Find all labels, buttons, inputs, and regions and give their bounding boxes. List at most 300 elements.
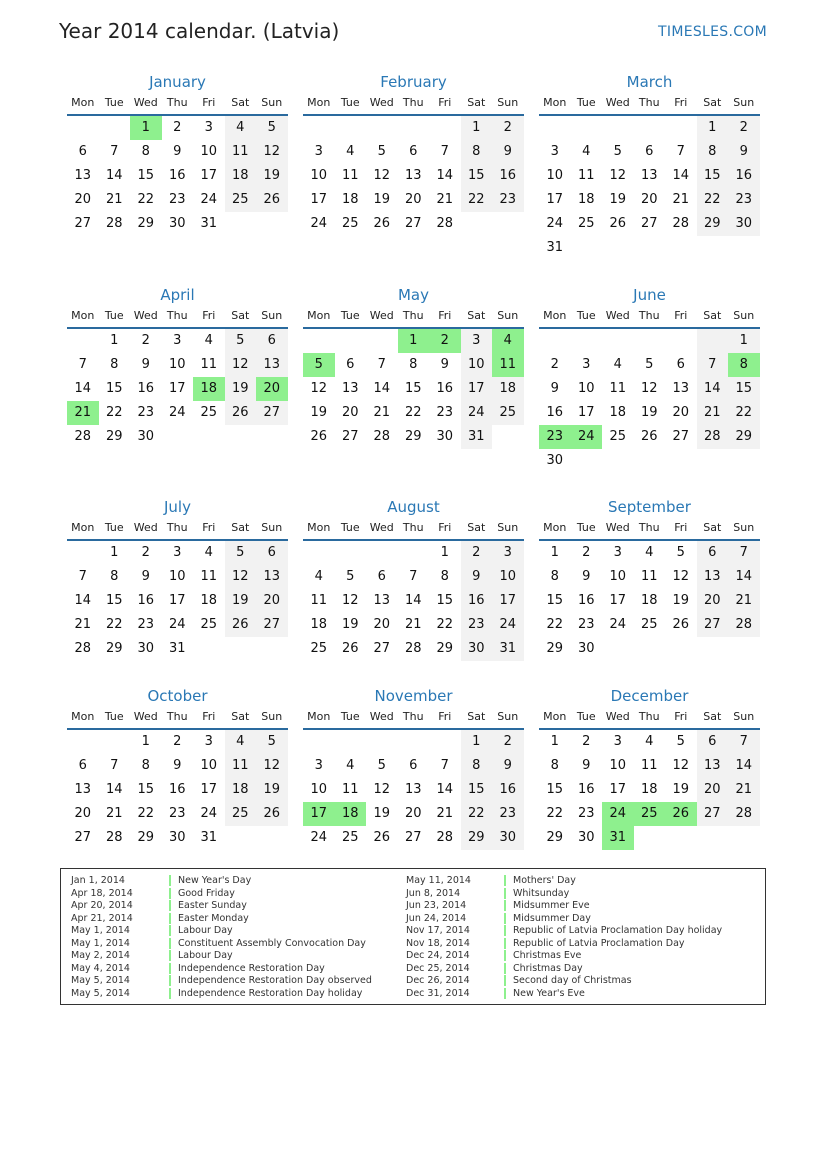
empty-cell bbox=[728, 236, 760, 260]
day-cell: 16 bbox=[577, 593, 595, 608]
day-cell: 22 bbox=[546, 806, 564, 821]
day-cell: 10 bbox=[577, 381, 595, 396]
holiday-date: Dec 31, 2014 bbox=[406, 987, 470, 999]
day-cell: 18 bbox=[640, 593, 658, 608]
legend-row bbox=[71, 913, 372, 926]
day-cell: 9 bbox=[173, 758, 182, 773]
day-cell: 14 bbox=[404, 593, 422, 608]
month-name: March bbox=[626, 73, 673, 91]
month-january bbox=[67, 72, 288, 236]
day-cell: 21 bbox=[74, 617, 92, 632]
weekday-label: Sun bbox=[733, 96, 755, 109]
weekday-label: Sat bbox=[703, 96, 722, 109]
empty-cell bbox=[162, 425, 194, 449]
day-cell: 7 bbox=[78, 569, 87, 584]
day-cell: 11 bbox=[225, 140, 257, 164]
day-cell: 25 bbox=[609, 429, 627, 444]
day-cell: 24 bbox=[461, 401, 493, 425]
weekday-header bbox=[67, 706, 288, 730]
holiday-marker bbox=[169, 900, 171, 911]
weekday-label: Sun bbox=[261, 710, 283, 723]
month-april bbox=[67, 285, 288, 449]
day-cell: 15 bbox=[546, 782, 564, 797]
day-cell: 19 bbox=[225, 377, 257, 401]
weekday-label: Sun bbox=[497, 309, 519, 322]
weekday-label: Sat bbox=[703, 521, 722, 534]
day-cell: 12 bbox=[225, 353, 257, 377]
weekday-header bbox=[67, 92, 288, 116]
day-cell: 29 bbox=[137, 216, 155, 231]
legend-row bbox=[406, 975, 722, 988]
day-cell: 3 bbox=[314, 758, 323, 773]
day-grid bbox=[303, 329, 524, 449]
day-cell: 22 bbox=[404, 405, 422, 420]
legend-row bbox=[406, 938, 722, 951]
day-cell: 20 bbox=[404, 192, 422, 207]
weekday-label: Mon bbox=[307, 710, 331, 723]
weekday-label: Thu bbox=[638, 96, 660, 109]
day-cell: 22 bbox=[546, 617, 564, 632]
day-cell: 20 bbox=[74, 192, 92, 207]
holiday-marker bbox=[169, 913, 171, 924]
day-cell: 1 bbox=[141, 734, 150, 749]
day-cell: 7 bbox=[697, 353, 729, 377]
day-cell: 31 bbox=[602, 826, 634, 850]
day-cell: 22 bbox=[105, 617, 123, 632]
holiday-name: Independence Restoration Day holiday bbox=[178, 987, 363, 999]
day-cell: 6 bbox=[78, 758, 87, 773]
page-title: Year 2014 calendar. (Latvia) bbox=[59, 19, 340, 43]
day-cell: 10 bbox=[461, 353, 493, 377]
day-cell: 23 bbox=[168, 192, 186, 207]
day-cell: 27 bbox=[697, 802, 729, 826]
empty-cell bbox=[67, 329, 99, 353]
day-cell: 7 bbox=[728, 541, 760, 565]
day-cell: 8 bbox=[461, 140, 493, 164]
day-cell: 2 bbox=[141, 333, 150, 348]
empty-cell bbox=[602, 329, 634, 353]
day-cell: 31 bbox=[492, 637, 524, 661]
day-cell: 23 bbox=[728, 188, 760, 212]
holiday-date: Jun 24, 2014 bbox=[406, 912, 467, 924]
day-cell: 17 bbox=[200, 782, 218, 797]
day-cell: 3 bbox=[173, 333, 182, 348]
weekday-header bbox=[539, 92, 760, 116]
weekday-label: Sun bbox=[497, 96, 519, 109]
day-cell: 7 bbox=[110, 144, 119, 159]
day-cell: 18 bbox=[609, 405, 627, 420]
day-cell: 13 bbox=[697, 565, 729, 589]
day-cell: 7 bbox=[110, 758, 119, 773]
day-cell: 25 bbox=[341, 216, 359, 231]
day-cell: 9 bbox=[550, 381, 559, 396]
day-cell: 29 bbox=[105, 429, 123, 444]
day-cell: 15 bbox=[404, 381, 422, 396]
holiday-marker bbox=[169, 875, 171, 886]
day-cell: 16 bbox=[492, 778, 524, 802]
empty-cell bbox=[634, 637, 666, 661]
day-cell: 9 bbox=[728, 140, 760, 164]
day-cell: 31 bbox=[200, 830, 218, 845]
month-name: November bbox=[374, 687, 453, 705]
day-cell: 29 bbox=[404, 429, 422, 444]
day-cell: 21 bbox=[404, 617, 422, 632]
day-cell: 27 bbox=[404, 216, 422, 231]
holiday-marker bbox=[504, 913, 506, 924]
legend-row bbox=[406, 888, 722, 901]
weekday-header bbox=[303, 92, 524, 116]
empty-cell bbox=[303, 329, 335, 353]
weekday-label: Sun bbox=[261, 521, 283, 534]
holiday-marker bbox=[169, 963, 171, 974]
weekday-label: Tue bbox=[104, 309, 124, 322]
day-cell: 17 bbox=[546, 192, 564, 207]
holiday-marker bbox=[169, 975, 171, 986]
day-cell: 17 bbox=[303, 802, 335, 826]
holiday-date: Jun 8, 2014 bbox=[406, 887, 461, 899]
weekday-label: Fri bbox=[202, 96, 216, 109]
day-cell: 30 bbox=[137, 641, 155, 656]
day-cell: 30 bbox=[168, 216, 186, 231]
empty-cell bbox=[398, 730, 430, 754]
day-cell: 26 bbox=[640, 429, 658, 444]
day-grid bbox=[303, 730, 524, 850]
day-cell: 18 bbox=[335, 802, 367, 826]
day-cell: 13 bbox=[74, 168, 92, 183]
month-name: August bbox=[387, 498, 440, 516]
empty-cell bbox=[571, 329, 603, 353]
day-cell: 23 bbox=[137, 405, 155, 420]
weekday-label: Wed bbox=[133, 96, 158, 109]
day-cell: 18 bbox=[640, 782, 658, 797]
day-cell: 30 bbox=[577, 830, 595, 845]
day-cell: 12 bbox=[373, 782, 391, 797]
day-cell: 29 bbox=[546, 641, 564, 656]
holiday-name: Midsummer Day bbox=[513, 912, 591, 924]
weekday-header bbox=[303, 305, 524, 329]
day-cell: 9 bbox=[461, 565, 493, 589]
day-cell: 4 bbox=[225, 116, 257, 140]
day-cell: 9 bbox=[141, 569, 150, 584]
weekday-label: Tue bbox=[340, 96, 360, 109]
month-name: February bbox=[380, 73, 447, 91]
day-cell: 6 bbox=[697, 541, 729, 565]
month-november bbox=[303, 686, 524, 850]
empty-cell bbox=[665, 236, 697, 260]
holiday-name: Constituent Assembly Convocation Day bbox=[178, 937, 366, 949]
empty-cell bbox=[665, 116, 697, 140]
day-cell: 2 bbox=[582, 734, 591, 749]
empty-cell bbox=[256, 212, 288, 236]
holiday-name: Independence Restoration Day observed bbox=[178, 975, 372, 986]
day-cell: 15 bbox=[137, 168, 155, 183]
day-cell: 20 bbox=[697, 778, 729, 802]
weekday-label: Thu bbox=[638, 710, 660, 723]
day-cell: 5 bbox=[676, 734, 685, 749]
weekday-label: Wed bbox=[369, 521, 394, 534]
day-cell: 12 bbox=[373, 168, 391, 183]
day-cell: 16 bbox=[436, 381, 454, 396]
weekday-label: Tue bbox=[104, 710, 124, 723]
legend-row bbox=[71, 875, 372, 888]
day-cell: 31 bbox=[461, 425, 493, 449]
day-cell: 5 bbox=[377, 758, 386, 773]
day-cell: 11 bbox=[492, 353, 524, 377]
holiday-marker bbox=[504, 938, 506, 949]
weekday-label: Tue bbox=[340, 521, 360, 534]
empty-cell bbox=[697, 449, 729, 473]
day-cell: 21 bbox=[728, 778, 760, 802]
holiday-marker bbox=[504, 925, 506, 936]
day-cell: 28 bbox=[74, 429, 92, 444]
month-name: May bbox=[397, 286, 429, 304]
legend-row bbox=[71, 963, 372, 976]
holiday-date: Dec 25, 2014 bbox=[406, 962, 470, 974]
day-cell: 13 bbox=[697, 754, 729, 778]
day-cell: 28 bbox=[728, 613, 760, 637]
day-cell: 29 bbox=[697, 212, 729, 236]
day-cell: 12 bbox=[310, 381, 328, 396]
weekday-header bbox=[67, 517, 288, 541]
weekday-label: Thu bbox=[402, 521, 424, 534]
legend-row bbox=[71, 938, 372, 951]
day-cell: 13 bbox=[640, 168, 658, 183]
empty-cell bbox=[366, 329, 398, 353]
day-cell: 28 bbox=[74, 641, 92, 656]
holiday-name: Easter Monday bbox=[178, 912, 249, 924]
day-cell: 24 bbox=[310, 830, 328, 845]
empty-cell bbox=[728, 449, 760, 473]
day-cell: 5 bbox=[256, 730, 288, 754]
day-cell: 8 bbox=[550, 758, 559, 773]
day-cell: 23 bbox=[436, 405, 454, 420]
day-cell: 7 bbox=[440, 758, 449, 773]
day-cell: 28 bbox=[672, 216, 690, 231]
weekday-label: Wed bbox=[605, 710, 630, 723]
day-cell: 6 bbox=[645, 144, 654, 159]
day-cell: 22 bbox=[697, 188, 729, 212]
day-cell: 14 bbox=[436, 782, 454, 797]
day-cell: 16 bbox=[168, 782, 186, 797]
day-cell: 4 bbox=[204, 545, 213, 560]
day-cell: 21 bbox=[697, 401, 729, 425]
day-cell: 19 bbox=[310, 405, 328, 420]
brand-link[interactable]: TIMESLES.COM bbox=[658, 24, 767, 40]
day-cell: 1 bbox=[550, 545, 559, 560]
day-cell: 24 bbox=[609, 617, 627, 632]
weekday-header bbox=[539, 517, 760, 541]
day-cell: 13 bbox=[256, 565, 288, 589]
weekday-label: Fri bbox=[674, 521, 688, 534]
empty-cell bbox=[461, 212, 493, 236]
weekday-label: Fri bbox=[438, 521, 452, 534]
day-cell: 11 bbox=[310, 593, 328, 608]
day-cell: 7 bbox=[377, 357, 386, 372]
weekday-label: Wed bbox=[605, 96, 630, 109]
holiday-marker bbox=[169, 950, 171, 961]
empty-cell bbox=[539, 116, 571, 140]
weekday-label: Thu bbox=[638, 521, 660, 534]
day-cell: 6 bbox=[377, 569, 386, 584]
empty-cell bbox=[398, 116, 430, 140]
empty-cell bbox=[335, 730, 367, 754]
day-cell: 23 bbox=[137, 617, 155, 632]
weekday-label: Sat bbox=[231, 96, 250, 109]
day-cell: 27 bbox=[256, 613, 288, 637]
day-cell: 21 bbox=[373, 405, 391, 420]
day-cell: 10 bbox=[310, 782, 328, 797]
day-cell: 16 bbox=[546, 405, 564, 420]
empty-cell bbox=[665, 826, 697, 850]
weekday-label: Wed bbox=[605, 521, 630, 534]
day-cell: 20 bbox=[404, 806, 422, 821]
day-cell: 20 bbox=[672, 405, 690, 420]
weekday-label: Tue bbox=[576, 521, 596, 534]
holiday-marker bbox=[504, 875, 506, 886]
weekday-label: Tue bbox=[340, 309, 360, 322]
day-cell: 21 bbox=[436, 806, 454, 821]
weekday-label: Sat bbox=[231, 710, 250, 723]
day-cell: 20 bbox=[640, 192, 658, 207]
day-cell: 27 bbox=[640, 216, 658, 231]
weekday-label: Fri bbox=[438, 309, 452, 322]
day-cell: 23 bbox=[492, 802, 524, 826]
day-cell: 9 bbox=[492, 140, 524, 164]
day-cell: 15 bbox=[546, 593, 564, 608]
day-cell: 15 bbox=[461, 164, 493, 188]
month-name: July bbox=[164, 498, 191, 516]
day-cell: 26 bbox=[373, 830, 391, 845]
holiday-marker bbox=[504, 950, 506, 961]
day-cell: 3 bbox=[173, 545, 182, 560]
day-cell: 28 bbox=[728, 802, 760, 826]
day-cell: 20 bbox=[74, 806, 92, 821]
legend-row bbox=[406, 913, 722, 926]
legend-row bbox=[71, 950, 372, 963]
day-cell: 21 bbox=[105, 192, 123, 207]
weekday-label: Sun bbox=[261, 96, 283, 109]
day-cell: 10 bbox=[609, 569, 627, 584]
day-cell: 1 bbox=[461, 730, 493, 754]
day-cell: 4 bbox=[645, 734, 654, 749]
day-cell: 4 bbox=[314, 569, 323, 584]
holiday-date: Jun 23, 2014 bbox=[406, 900, 467, 911]
day-cell: 11 bbox=[640, 758, 658, 773]
day-cell: 22 bbox=[728, 401, 760, 425]
day-cell: 29 bbox=[105, 641, 123, 656]
day-cell: 17 bbox=[168, 593, 186, 608]
day-cell: 1 bbox=[461, 116, 493, 140]
day-cell: 26 bbox=[225, 613, 257, 637]
day-cell: 27 bbox=[697, 613, 729, 637]
legend-column-right bbox=[406, 875, 722, 1000]
weekday-label: Sun bbox=[261, 309, 283, 322]
weekday-label: Sat bbox=[467, 96, 486, 109]
day-cell: 28 bbox=[697, 425, 729, 449]
day-grid bbox=[303, 541, 524, 661]
weekday-header bbox=[67, 305, 288, 329]
day-cell: 13 bbox=[404, 782, 422, 797]
weekday-label: Mon bbox=[71, 309, 95, 322]
weekday-label: Mon bbox=[307, 96, 331, 109]
day-cell: 8 bbox=[728, 353, 760, 377]
day-cell: 13 bbox=[672, 381, 690, 396]
day-grid bbox=[539, 730, 760, 850]
legend-row bbox=[406, 950, 722, 963]
day-cell: 1 bbox=[130, 116, 162, 140]
day-cell: 5 bbox=[613, 144, 622, 159]
day-cell: 13 bbox=[74, 782, 92, 797]
day-cell: 25 bbox=[634, 802, 666, 826]
day-cell: 2 bbox=[550, 357, 559, 372]
holiday-marker bbox=[169, 925, 171, 936]
weekday-label: Thu bbox=[402, 710, 424, 723]
weekday-label: Tue bbox=[340, 710, 360, 723]
day-cell: 15 bbox=[105, 593, 123, 608]
day-cell: 5 bbox=[645, 357, 654, 372]
day-cell: 11 bbox=[341, 782, 359, 797]
day-cell: 14 bbox=[436, 168, 454, 183]
day-cell: 16 bbox=[728, 164, 760, 188]
weekday-label: Fri bbox=[202, 521, 216, 534]
day-cell: 15 bbox=[728, 377, 760, 401]
day-cell: 29 bbox=[436, 641, 454, 656]
day-grid bbox=[539, 329, 760, 473]
holiday-name: Independence Restoration Day bbox=[178, 962, 325, 974]
weekday-header bbox=[539, 706, 760, 730]
day-cell: 15 bbox=[436, 593, 454, 608]
day-cell: 14 bbox=[105, 782, 123, 797]
holiday-marker bbox=[504, 963, 506, 974]
day-cell: 14 bbox=[74, 593, 92, 608]
day-cell: 12 bbox=[672, 569, 690, 584]
day-cell: 24 bbox=[168, 405, 186, 420]
holiday-name: Labour Day bbox=[178, 925, 233, 936]
day-cell: 7 bbox=[78, 357, 87, 372]
weekday-label: Fri bbox=[438, 96, 452, 109]
day-cell: 1 bbox=[728, 329, 760, 353]
day-cell: 2 bbox=[173, 734, 182, 749]
day-cell: 21 bbox=[105, 806, 123, 821]
empty-cell bbox=[99, 116, 131, 140]
empty-cell bbox=[697, 236, 729, 260]
month-october bbox=[67, 686, 288, 850]
holiday-marker bbox=[504, 888, 506, 899]
day-cell: 6 bbox=[256, 329, 288, 353]
day-cell: 19 bbox=[256, 164, 288, 188]
holiday-name: Easter Sunday bbox=[178, 900, 247, 911]
weekday-label: Sun bbox=[733, 710, 755, 723]
day-cell: 20 bbox=[697, 589, 729, 613]
empty-cell bbox=[67, 541, 99, 565]
day-cell: 18 bbox=[577, 192, 595, 207]
day-cell: 8 bbox=[409, 357, 418, 372]
legend-row bbox=[406, 963, 722, 976]
empty-cell bbox=[697, 329, 729, 353]
empty-cell bbox=[634, 449, 666, 473]
day-cell: 11 bbox=[609, 381, 627, 396]
day-cell: 28 bbox=[373, 429, 391, 444]
empty-cell bbox=[429, 730, 461, 754]
empty-cell bbox=[225, 826, 257, 850]
holiday-date: Apr 21, 2014 bbox=[71, 912, 133, 924]
day-cell: 16 bbox=[137, 381, 155, 396]
day-cell: 5 bbox=[377, 144, 386, 159]
weekday-label: Thu bbox=[166, 521, 188, 534]
day-cell: 25 bbox=[225, 188, 257, 212]
weekday-label: Mon bbox=[543, 96, 567, 109]
day-cell: 30 bbox=[546, 453, 564, 468]
